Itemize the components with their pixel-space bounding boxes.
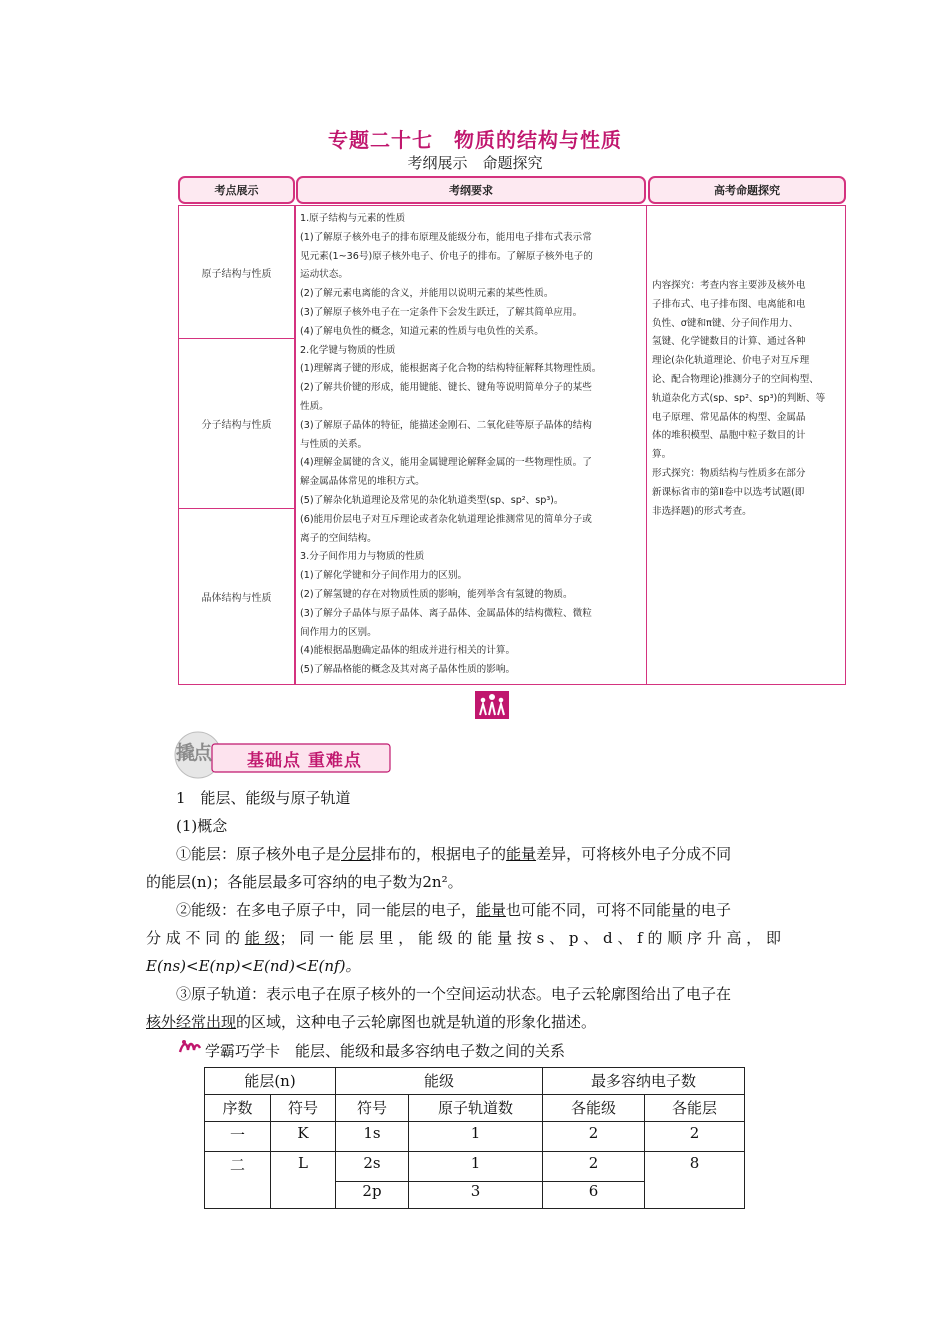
req-line: 运动状态。: [300, 269, 348, 281]
req-line: (5)了解晶格能的概念及其对离子晶体性质的影响。: [300, 664, 516, 676]
req-line: (3)了解原子晶体的特征，能描述金刚石、二氧化硅等原子晶体的结构: [300, 419, 592, 431]
paragraph-orbital-line2: [146, 1011, 596, 1032]
paragraph-energy-shell-line1: [176, 843, 731, 864]
study-card-title: 学霸巧学卡 能层、能级和最多容纳电子数之间的关系: [205, 1042, 566, 1060]
sub-header: 各能层: [645, 1095, 745, 1122]
req-line: (6)能用价层电子对互斥理论或者杂化轨道理论推测常见的简单分子或: [300, 513, 592, 525]
table-cell: 2: [543, 1122, 645, 1152]
section-heading: 1 能层、能级与原子轨道: [176, 789, 351, 807]
requirements-text: [300, 210, 642, 680]
exp-line: 体的堆积模型、晶胞中粒子数目的计: [652, 430, 806, 442]
req-line: 3.分子间作用力与物质的性质: [300, 551, 425, 563]
paragraph-energy-level-line2: [146, 927, 781, 948]
header-exploration: 高考命题探究: [648, 176, 846, 204]
page-subtitle: 考纲展示 命题探究: [407, 154, 543, 172]
req-line: (4)能根据晶胞确定晶体的组成并进行相关的计算。: [300, 645, 516, 657]
req-line: (1)理解离子键的形成，能根据离子化合物的结构特征解释其物理性质。: [300, 363, 602, 375]
exp-line: 氢键、化学键数目的计算、通过各种: [652, 336, 806, 348]
req-line: 间作用力的区别。: [300, 626, 377, 638]
group-header: 最多容纳电子数: [543, 1068, 745, 1095]
sub-header: 符号: [271, 1095, 336, 1122]
underlined-term: 核外经常出现: [146, 1013, 237, 1031]
header-requirements: 考纲要求: [296, 176, 646, 204]
req-line: (3)了解分子晶体与原子晶体、离子晶体、金属晶体的结构微粒、微粒: [300, 607, 592, 619]
text-span: ； 同 一 能 层 里 ， 能 级 的 能 量 按 s 、 p 、 d 、 f 的 顺 序 升 高 ， 即: [279, 929, 782, 947]
req-line: 与性质的关系。: [300, 438, 368, 450]
topic-label: 原子结构与性质: [201, 268, 272, 280]
exp-line: 算。: [652, 449, 672, 461]
req-line: (1)了解化学键和分子间作用力的区别。: [300, 570, 468, 582]
sub-header: 符号: [336, 1095, 409, 1122]
table-cell: 2p: [336, 1182, 409, 1209]
exp-line: 子排布式、电子排布图、电离能和电: [652, 298, 806, 310]
table-cell: K: [271, 1122, 336, 1152]
header-topic: 考点展示: [178, 176, 295, 204]
exp-line: 形式探究：物质结构与性质多在部分: [652, 467, 806, 479]
req-line: 见元素(1~36号)原子核外电子、价电子的排布。了解原子核外电子的: [300, 250, 593, 262]
underlined-term: 分层: [341, 845, 372, 863]
group-header: 能层(n): [205, 1068, 336, 1095]
table-row: [205, 1068, 745, 1095]
exp-line: 轨道杂化方式(sp、sp²、sp³)的判断、等: [652, 392, 826, 404]
exp-line: 论、配合物理论)推测分子的空间构型、: [652, 373, 819, 385]
topic-crystal-structure: [178, 508, 295, 685]
sub-heading: (1)概念: [176, 817, 228, 835]
sub-header: 原子轨道数: [409, 1095, 543, 1122]
table-cell: 2: [543, 1152, 645, 1182]
table-row: [205, 1122, 745, 1152]
table-cell: 1s: [336, 1122, 409, 1152]
topic-label: 分子结构与性质: [201, 420, 272, 431]
banner-label: 基础点 重难点: [247, 751, 362, 771]
exploration-text: [652, 277, 840, 521]
table-cell: 6: [543, 1182, 645, 1209]
req-line: 2.化学键与物质的性质: [300, 344, 396, 356]
req-line: (1)了解原子核外电子的排布原理及能级分布，能用电子排布式表示常: [300, 231, 592, 243]
group-header: 能级: [336, 1068, 543, 1095]
text-span: ②能级：在多电子原子中，同一能层的电子，: [176, 901, 477, 919]
table-cell: 2: [645, 1122, 745, 1152]
topic-label: 晶体结构与性质: [201, 593, 272, 604]
req-line: (4)了解电负性的概念，知道元素的性质与电负性的关系。: [300, 325, 544, 337]
table-cell: 8: [645, 1152, 745, 1209]
table-cell: 2s: [336, 1152, 409, 1182]
exp-line: 电子原理、常见晶体的构型、金属晶: [652, 411, 806, 423]
req-line: (2)了解氢键的存在对物质性质的影响，能列举含有氢键的物质。: [300, 588, 573, 600]
study-card-icon: [178, 1038, 202, 1056]
table-cell: 一: [205, 1122, 271, 1152]
table-cell: 3: [409, 1182, 543, 1209]
table-cell: 1: [409, 1152, 543, 1182]
req-line: (2)了解元素电离能的含义，并能用以说明元素的某些性质。: [300, 288, 554, 300]
topic-atomic-structure: [178, 205, 295, 339]
text-span: 的区域，这种电子云轮廓图也就是轨道的形象化描述。: [236, 1013, 597, 1031]
sub-header: 序数: [205, 1095, 271, 1122]
section-emblem-icon: [475, 691, 509, 719]
text-span: 差异，可将核外电子分成不同: [536, 845, 732, 863]
sub-header: 各能级: [543, 1095, 645, 1122]
topic-molecular-structure: [178, 338, 295, 509]
req-line: 1.原子结构与元素的性质: [300, 213, 406, 224]
underlined-term: 能量: [476, 901, 507, 919]
exp-line: 新课标省市的第Ⅱ卷中以选考试题(即: [652, 486, 805, 498]
req-line: (4)理解金属键的含义，能用金属键理论解释金属的一些物理性质。了: [300, 457, 592, 469]
table-row: [205, 1095, 745, 1122]
paragraph-orbital-line1: ③原子轨道：表示电子在原子核外的一个空间运动状态。电子云轮廓图给出了电子在: [176, 985, 732, 1003]
page-title: 专题二十七 物质的结构与性质: [328, 128, 622, 152]
req-line: (3)了解原子核外电子在一定条件下会发生跃迁，了解其简单应用。: [300, 306, 583, 318]
paragraph-energy-shell-line2: 的能层(n)；各能层最多可容纳的电子数为2n²。: [146, 873, 463, 891]
text-span: 分 成 不 同 的: [146, 929, 245, 947]
levels-table: [204, 1067, 745, 1209]
exp-line: 内容探究：考查内容主要涉及核外电: [652, 280, 806, 291]
exp-line: 负性、σ键和π键、分子间作用力、: [652, 317, 799, 329]
req-line: 离子的空间结构。: [300, 532, 377, 544]
exp-line: 非选择题)的形式考查。: [652, 505, 752, 517]
underlined-term: 能量: [506, 845, 537, 863]
req-line: (2)了解共价键的形成，能用键能、键长、键角等说明简单分子的某些: [300, 382, 592, 394]
req-line: 性质。: [300, 400, 329, 412]
paragraph-energy-level-line3: E(ns)<E(np)<E(nd)<E(nf)。: [146, 957, 361, 975]
text-span: ①能层：原子核外电子是: [176, 845, 342, 863]
text-span: 也可能不同，可将不同能量的电子: [506, 901, 732, 919]
req-line: 解金属晶体常见的堆积方式。: [300, 476, 425, 488]
underlined-term: 能 级: [244, 929, 280, 947]
paragraph-energy-level-line1: [176, 899, 731, 920]
exp-line: 理论(杂化轨道理论、价电子对互斥理: [652, 355, 810, 367]
table-cell: 1: [409, 1122, 543, 1152]
table-row: [205, 1152, 745, 1182]
table-cell: L: [271, 1152, 336, 1209]
banner-badge: 撬点: [176, 742, 211, 764]
text-span: 排布的，根据电子的: [371, 845, 507, 863]
table-cell: 二: [205, 1152, 271, 1209]
req-line: (5)了解杂化轨道理论及常见的杂化轨道类型(sp、sp²、sp³)。: [300, 494, 564, 506]
